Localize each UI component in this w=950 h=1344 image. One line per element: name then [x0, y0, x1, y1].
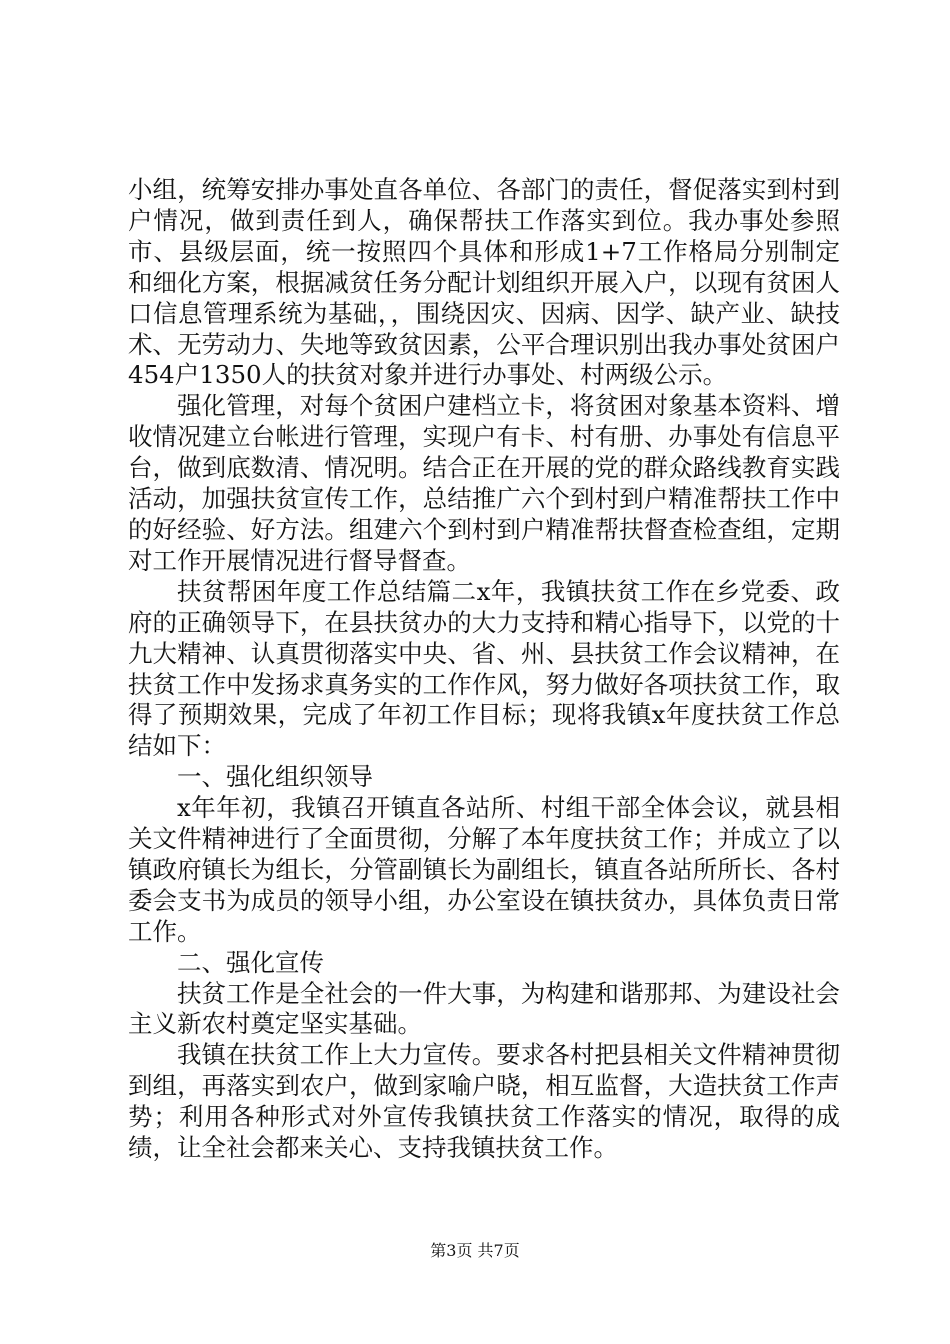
section-heading-2: 二、强化宣传: [177, 947, 324, 977]
paragraph-6: 我镇在扶贫工作上大力宣传。要求各村把县相关文件精神贯彻到组，再落实到农户，做到家喻户晓，相互监督，大造扶贫工作声势；利用各种形式对外宣传我镇扶贫工作落实的情况，取得的成绩，让全社会都来关心、支持我镇扶贫工作。: [128, 1040, 840, 1163]
document-body: [128, 175, 840, 1164]
paragraph-5: 扶贫工作是全社会的一件大事，为构建和谐那邦、为建设社会主义新农村奠定坚实基础。: [128, 978, 840, 1039]
paragraph-2: 强化管理，对每个贫困户建档立卡，将贫困对象基本资料、增收情况建立台帐进行管理，实现户有卡、村有册、办事处有信息平台，做到底数清、情况明。结合正在开展的党的群众路线教育实践活动，加强扶贫宣传工作，总结推广六个到村到户精准帮扶工作中的好经验、好方法。组建六个到村到户精准帮扶督查检查组，定期对工作开展情况进行督导督查。: [128, 391, 840, 575]
paragraph-4: x年年初，我镇召开镇直各站所、村组干部全体会议，就县相关文件精神进行了全面贯彻，分解了本年度扶贫工作；并成立了以镇政府镇长为组长，分管副镇长为副组长，镇直各站所所长、各村委会支书为成员的领导小组，办公室设在镇扶贫办，具体负责日常工作。: [128, 793, 840, 946]
paragraph-1: 小组，统筹安排办事处直各单位、各部门的责任，督促落实到村到户情况，做到责任到人，确保帮扶工作落实到位。我办事处参照市、县级层面，统一按照四个具体和形成1+7工作格局分别制定和细化方案，根据减贫任务分配计划组织开展入户，以现有贫困人口信息管理系统为基础，，围绕因灾、因病、因学、缺产业、缺技术、无劳动力、失地等致贫因素，公平合理识别出我办事处贫困户454户1350人的扶贫对象并进行办事处、村两级公示。: [128, 175, 840, 390]
section-heading-1: 一、强化组织领导: [177, 762, 373, 792]
paragraph-3: 扶贫帮困年度工作总结篇二x年，我镇扶贫工作在乡党委、政府的正确领导下，在县扶贫办的大力支持和精心指导下，以党的十九大精神、认真贯彻落实中央、省、州、县扶贫工作会议精神，在扶贫工作中发扬求真务实的工作作风，努力做好各项扶贫工作，取得了预期效果，完成了年初工作目标；现将我镇x年度扶贫工作总结如下：: [128, 576, 840, 761]
page-number-footer: 第3页 共7页: [430, 1241, 520, 1260]
